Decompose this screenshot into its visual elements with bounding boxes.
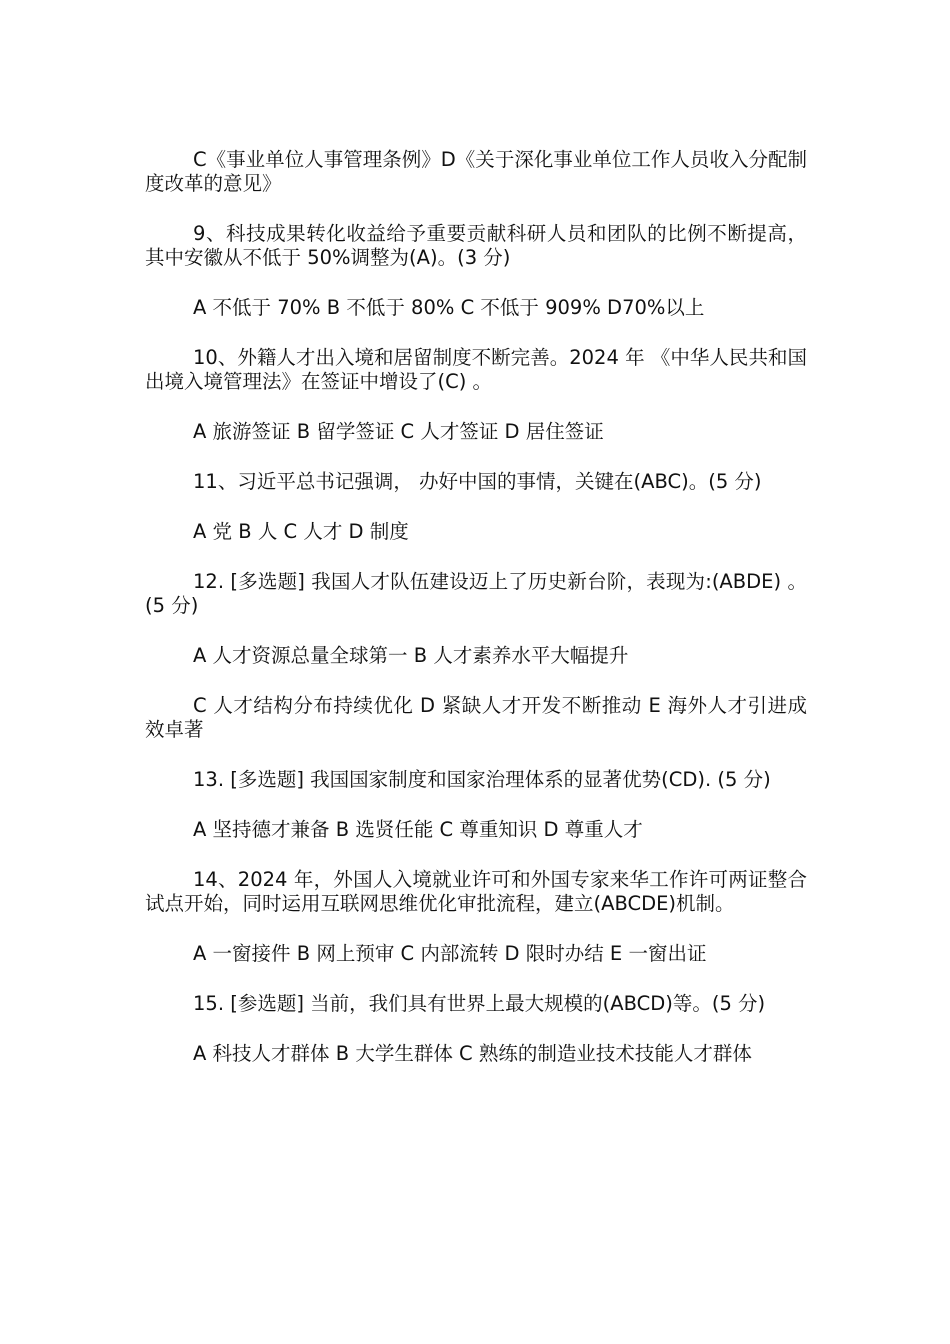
paragraph-options-c-d-continued: C《事业单位人事管理条例》D《关于深化事业单位工作人员收入分配制度改革的意见》 [145, 148, 807, 195]
question-12-options-a-b: A 人才资源总量全球第一 B 人才素养水平大幅提升 [193, 644, 629, 667]
document-body [145, 148, 807, 1092]
question-10: 10、外籍人才出入境和居留制度不断完善。2024 年 《中华人民共和国出境入境管理法》在签证中增设了(C) 。 [145, 346, 807, 393]
question-13-options: A 坚持德才兼备 B 选贤任能 C 尊重知识 D 尊重人才 [193, 818, 643, 841]
question-15: 15. [参选题] 当前，我们具有世界上最大规模的(ABCD)等。(5 分) [193, 992, 766, 1015]
question-14: 14、2024 年，外国人入境就业许可和外国专家来华工作许可两证整合试点开始，同时运用互联网思维优化审批流程，建立(ABCDE)机制。 [145, 868, 807, 915]
question-12: 12. [多选题] 我国人才队伍建设迈上了历史新台阶，表现为:(ABDE) 。(5 分) [145, 570, 807, 617]
question-11: 11、习近平总书记强调， 办好中国的事情，关键在(ABC)。(5 分) [193, 470, 762, 493]
question-11-options: A 党 B 人 C 人才 D 制度 [193, 520, 409, 543]
question-15-options: A 科技人才群体 B 大学生群体 C 熟练的制造业技术技能人才群体 [193, 1042, 752, 1065]
question-14-options: A 一窗接件 B 网上预审 C 内部流转 D 限时办结 E 一窗出证 [193, 942, 707, 965]
question-9-options: A 不低于 70% B 不低于 80% C 不低于 909% D70%以上 [193, 296, 705, 319]
question-12-options-c-e: C 人才结构分布持续优化 D 紧缺人才开发不断推动 E 海外人才引进成效卓著 [145, 694, 807, 741]
question-9: 9、科技成果转化收益给予重要贡献科研人员和团队的比例不断提高，其中安徽从不低于 50%调整为(A)。(3 分) [145, 222, 807, 269]
question-10-options: A 旅游签证 B 留学签证 C 人才签证 D 居住签证 [193, 420, 604, 443]
question-13: 13. [多选题] 我国国家制度和国家治理体系的显著优势(CD). (5 分) [193, 768, 771, 791]
